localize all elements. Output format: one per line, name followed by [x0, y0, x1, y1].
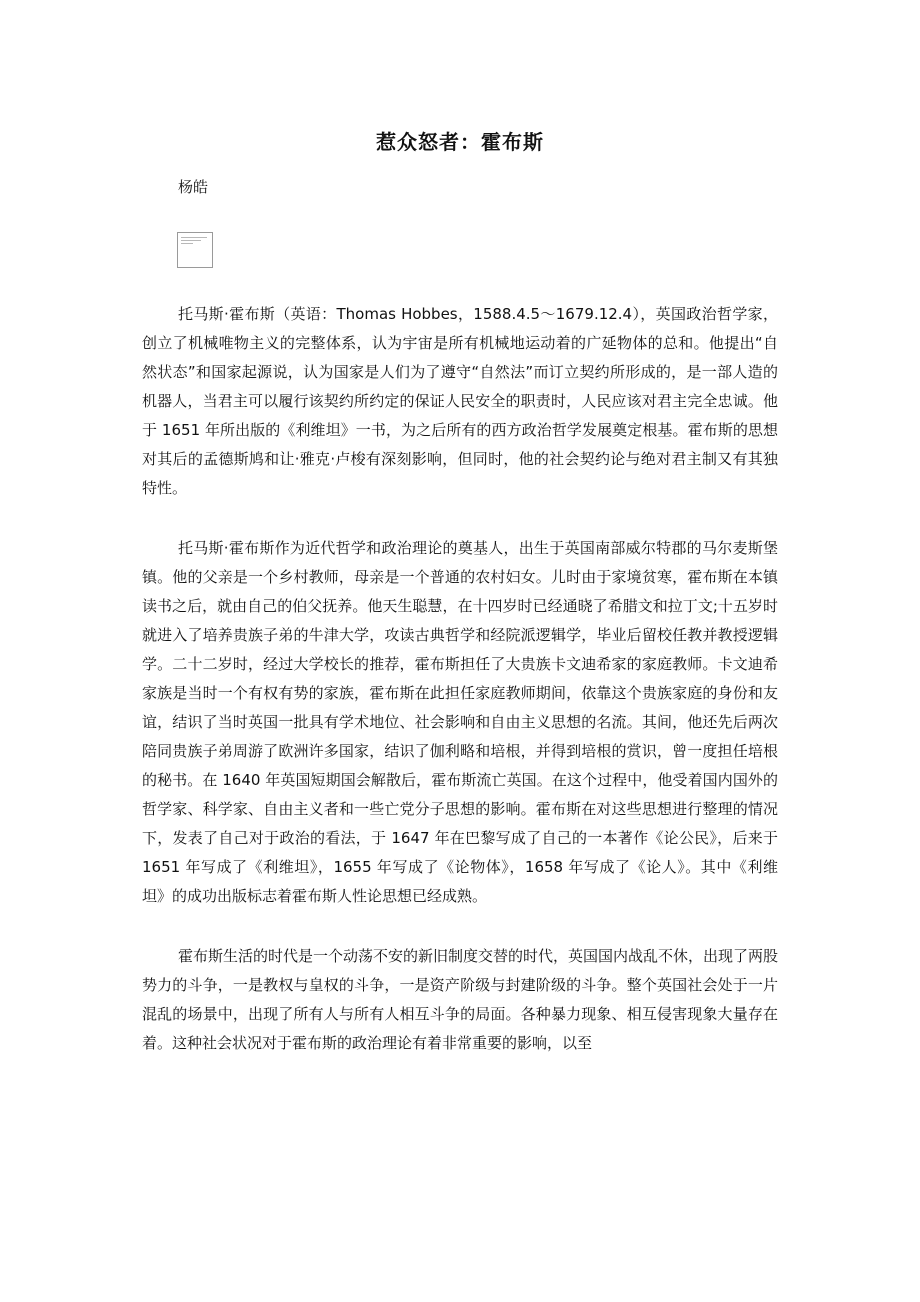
paragraph: 托马斯·霍布斯（英语：Thomas Hobbes，1588.4.5～1679.12.4），英国政治哲学家，创立了机械唯物主义的完整体系，认为宇宙是所有机械地运动着的广延物体的总和。他提出“自然状态”和国家起源说，认为国家是人们为了遵守“自然法”而订立契约所形成的，是一部人造的机器人，当君主可以履行该契约所约定的保证人民安全的职责时，人民应该对君主完全忠诚。他于 1651 年所出版的《利维坦》一书，为之后所有的西方政治哲学发展奠定根基。霍布斯的思想对其后的孟德斯鸠和让·雅克·卢梭有深刻影响，但同时，他的社会契约论与绝对君主制又有其独特性。 [142, 305, 778, 497]
image-placeholder-line [181, 237, 207, 238]
paragraph: 霍布斯生活的时代是一个动荡不安的新旧制度交替的时代，英国国内战乱不休，出现了两股势力的斗争，一是教权与皇权的斗争，一是资产阶级与封建阶级的斗争。整个英国社会处于一片混乱的场景中，出现了所有人与所有人相互斗争的局面。各种暴力现象、相互侵害现象大量存在着。这种社会状况对于霍布斯的政治理论有着非常重要的影响，以至 [142, 947, 779, 1052]
image-placeholder-line [181, 243, 193, 244]
document-title: 惹众怒者：霍布斯 [376, 130, 544, 154]
author-name: 杨皓 [178, 178, 209, 196]
image-placeholder-line [181, 240, 201, 241]
body-text [142, 300, 778, 1089]
portrait-image-placeholder [177, 232, 213, 268]
paragraph: 托马斯·霍布斯作为近代哲学和政治理论的奠基人，出生于英国南部威尔特郡的马尔麦斯堡镇。他的父亲是一个乡村教师，母亲是一个普通的农村妇女。儿时由于家境贫寒，霍布斯在本镇读书之后，就由自己的伯父抚养。他天生聪慧，在十四岁时已经通晓了希腊文和拉丁文;十五岁时就进入了培养贵族子弟的牛津大学，攻读古典哲学和经院派逻辑学，毕业后留校任教并教授逻辑学。二十二岁时，经过大学校长的推荐，霍布斯担任了大贵族卡文迪希家的家庭教师。卡文迪希家族是当时一个有权有势的家族，霍布斯在此担任家庭教师期间，依靠这个贵族家庭的身份和友谊，结识了当时英国一批具有学术地位、社会影响和自由主义思想的名流。其间，他还先后两次陪同贵族子弟周游了欧洲许多国家，结识了伽利略和培根，并得到培根的赏识，曾一度担任培根的秘书。在 1640 年英国短期国会解散后，霍布斯流亡英国。在这个过程中，他受着国内国外的哲学家、科学家、自由主义者和一些亡党分子思想的影响。霍布斯在对这些思想进行整理的情况下，发表了自己对于政治的看法，于 1647 年在巴黎写成了自己的一本著作《论公民》，后来于 1651 年写成了《利维坦》，1655 年写成了《论物体》，1658 年写成了《论人》。其中《利维坦》的成功出版标志着霍布斯人性论思想已经成熟。 [142, 539, 778, 905]
